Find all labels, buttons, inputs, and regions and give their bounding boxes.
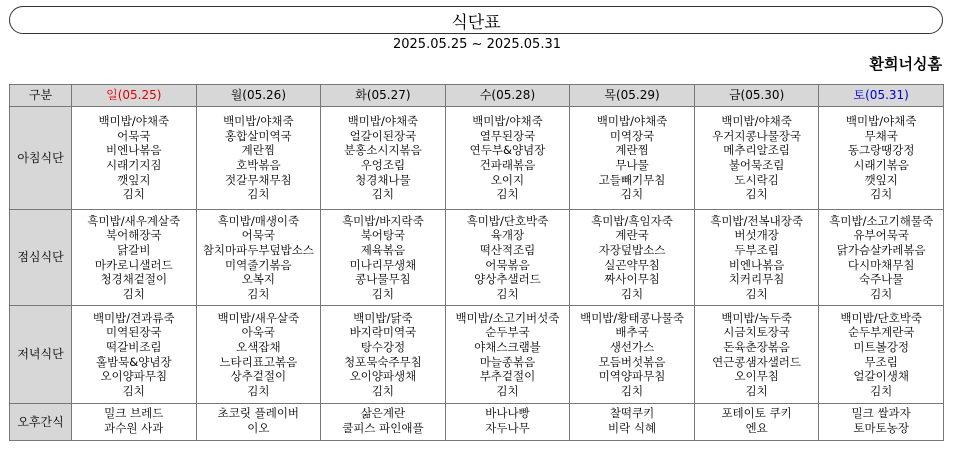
menu-item: 김치 [870, 187, 893, 202]
menu-cell [570, 404, 695, 441]
menu-item: 김치 [620, 383, 644, 398]
day-header-fri: 금(05.30) [694, 85, 819, 107]
meal-row [10, 107, 944, 210]
menu-item: 오이무침 [734, 369, 779, 384]
menu-item: 생선가스 [609, 339, 655, 354]
menu-item: 오복지 [241, 272, 275, 287]
meal-row [10, 404, 944, 441]
menu-item: 육개장 [490, 228, 525, 243]
menu-item: 마늘종볶음 [479, 354, 536, 369]
menu-item: 김치 [122, 383, 145, 398]
menu-item: 홍합살미역국 [225, 128, 292, 143]
menu-item: 미트볼강정 [853, 339, 909, 354]
menu-item: 미나리무생채 [349, 257, 417, 272]
menu-item: 백미밥/단호박죽 [840, 310, 922, 325]
menu-item: 삶은계란 [360, 406, 406, 420]
menu-item: 오색잡채 [236, 339, 281, 354]
menu-item: 백미밥/녹두죽 [721, 310, 792, 325]
menu-item: 북어탕국 [360, 228, 406, 243]
menu-item: 흑미밥/흑임자죽 [591, 213, 673, 228]
menu-item: 백미밥/야채죽 [472, 114, 543, 129]
menu-item: 분홍소시지볶음 [344, 143, 422, 158]
menu-item: 미역양파무침 [598, 369, 666, 384]
menu-item: 부추겉절이 [479, 369, 536, 384]
menu-item: 비엔나볶음 [728, 257, 785, 272]
meal-row [10, 210, 944, 306]
menu-item: 연근콩샘자샐러드 [712, 354, 802, 369]
day-header-mon: 월(05.26) [196, 85, 321, 107]
menu-item: 김치 [870, 383, 893, 398]
menu-cell [196, 210, 321, 306]
menu-cell [321, 306, 446, 404]
menu-item: 마카로니샐러드 [94, 257, 173, 272]
menu-item: 두부조림 [734, 242, 779, 257]
company-name: 환희너싱홈 [869, 55, 942, 73]
menu-item: 김치 [496, 187, 519, 202]
menu-cell [694, 404, 819, 441]
menu-item: 시금치토장국 [723, 325, 790, 340]
menu-item: 흑미밥/전복내장죽 [710, 213, 803, 228]
menu-item: 백미밥/야채죽 [721, 114, 792, 129]
menu-item: 김치 [371, 286, 395, 301]
meal-label: 저녁식단 [10, 306, 72, 404]
day-header-sun: 일(05.25) [72, 85, 197, 107]
menu-item: 치커리무침 [728, 272, 785, 287]
menu-item: 호박볶음 [236, 158, 281, 172]
menu-item: 무채국 [864, 128, 898, 143]
menu-item: 양상추샐러드 [474, 272, 541, 287]
menu-cell [445, 306, 570, 404]
menu-item: 콩나물무침 [355, 272, 411, 287]
menu-item: 북어해장국 [106, 228, 162, 243]
menu-cell [72, 306, 197, 404]
menu-item: 오이양파생채 [349, 369, 417, 384]
menu-item: 우엉조림 [360, 158, 406, 172]
menu-item: 김치 [870, 286, 893, 301]
menu-cell [445, 210, 570, 306]
menu-item: 김치 [745, 383, 768, 398]
menu-item: 우거지콩나물장국 [712, 128, 802, 143]
menu-item: 김치 [620, 286, 644, 301]
menu-item: 흑미밥/단호박죽 [466, 213, 549, 228]
menu-item: 떡산적조림 [479, 242, 536, 257]
menu-cell [694, 306, 819, 404]
menu-item: 자두나무 [485, 420, 530, 435]
menu-item: 미역된장국 [106, 325, 162, 340]
menu-item: 유부어묵국 [853, 228, 909, 243]
menu-item: 토마토농장 [853, 420, 909, 435]
day-header-wed: 수(05.28) [445, 85, 570, 107]
menu-table [9, 84, 944, 441]
menu-cell [694, 210, 819, 306]
page-title: 식단표 [451, 12, 501, 33]
menu-item: 백미밥/견과류죽 [92, 310, 175, 325]
menu-cell [321, 404, 446, 441]
menu-item: 백미밥/야채죽 [223, 114, 294, 129]
menu-item: 동그랑땡강정 [847, 143, 915, 158]
menu-cell [819, 306, 944, 404]
menu-item: 백미밥/닭죽 [353, 310, 413, 325]
menu-item: 김치 [122, 187, 145, 202]
menu-item: 자장덮밥소스 [598, 242, 666, 257]
menu-item: 어묵볶음 [485, 257, 530, 272]
menu-item: 야채스크램블 [474, 339, 541, 354]
menu-cell [819, 210, 944, 306]
menu-item: 과수원 사과 [104, 420, 164, 435]
menu-item: 모듬버섯볶음 [598, 354, 666, 369]
menu-item: 돈육춘장볶음 [723, 339, 790, 354]
date-range: 2025.05.25 ~ 2025.05.31 [392, 37, 562, 52]
menu-item: 김치 [620, 187, 644, 202]
menu-item: 짜사이무침 [604, 272, 660, 287]
menu-item: 밀크 쌀과자 [851, 406, 911, 420]
menu-item: 바나나빵 [485, 406, 530, 420]
day-header-thu: 목(05.29) [570, 85, 695, 107]
menu-item: 미역줄기볶음 [225, 257, 292, 272]
menu-item: 배추국 [615, 325, 649, 340]
meal-label: 오후간식 [10, 404, 72, 441]
menu-item: 깻잎지 [117, 172, 151, 187]
menu-item: 비락 식혜 [607, 420, 657, 435]
menu-item: 젓갈무채무침 [225, 172, 292, 187]
menu-item: 엔요 [745, 420, 768, 435]
menu-item: 흑미밥/소고기해물죽 [829, 213, 934, 228]
menu-item: 어묵국 [241, 228, 275, 243]
menu-item: 버섯개장 [734, 228, 779, 243]
menu-item: 백미밥/황태콩나물죽 [580, 310, 684, 325]
menu-item: 김치 [371, 187, 395, 202]
menu-item: 초코릿 플레이버 [217, 406, 300, 420]
menu-item: 백미밥/야채죽 [347, 114, 419, 129]
menu-item: 흑미밥/바지락죽 [342, 213, 424, 228]
menu-item: 느타리표고볶음 [219, 354, 298, 369]
meal-row [10, 306, 944, 404]
menu-cell [72, 107, 197, 210]
menu-item: 계란국 [615, 228, 649, 243]
menu-item: 김치 [371, 383, 395, 398]
menu-item: 흑미밥/매생이죽 [217, 213, 300, 228]
menu-item: 상추겉절이 [230, 369, 287, 384]
menu-item: 훌밤묵&양념장 [95, 354, 172, 369]
day-header-tue: 화(05.27) [321, 85, 446, 107]
menu-item: 실곤약무침 [604, 257, 660, 272]
menu-item: 탕수강정 [360, 339, 406, 354]
menu-item: 다시마채무침 [847, 257, 915, 272]
menu-cell [196, 107, 321, 210]
menu-item: 깻잎지 [864, 172, 898, 187]
menu-item: 계란찜 [241, 143, 275, 158]
menu-cell [445, 404, 570, 441]
menu-cell [819, 107, 944, 210]
menu-item: 무조림 [864, 354, 898, 369]
menu-item: 메추리알조림 [723, 143, 790, 158]
menu-item: 청경채겉절이 [100, 272, 168, 287]
menu-item: 고들빼기무침 [598, 172, 666, 187]
menu-item: 어묵국 [117, 128, 151, 143]
menu-item: 오이양파무침 [100, 369, 168, 384]
menu-item: 참치마파두부덮밥소스 [202, 242, 314, 257]
menu-item: 쿨피스 파인애플 [342, 420, 424, 435]
menu-item: 건파래볶음 [479, 158, 536, 172]
menu-item: 청포묵숙주무침 [344, 354, 422, 369]
menu-item: 떡갈비조림 [106, 339, 162, 354]
menu-item: 연두부&양념장 [469, 143, 546, 158]
menu-item: 포테이토 쿠키 [721, 406, 792, 420]
menu-item: 얼갈이된장국 [349, 128, 417, 143]
menu-item: 닭갈비 [117, 242, 151, 257]
menu-item: 백미밥/새우살죽 [217, 310, 300, 325]
menu-cell [196, 306, 321, 404]
menu-item: 백미밥/야채죽 [596, 114, 668, 129]
menu-item: 비엔나볶음 [106, 143, 162, 158]
menu-item: 김치 [247, 383, 270, 398]
menu-cell [570, 306, 695, 404]
menu-cell [321, 210, 446, 306]
menu-item: 닭가슴살카레볶음 [836, 242, 926, 257]
menu-cell [570, 210, 695, 306]
menu-item: 백미밥/야채죽 [845, 114, 917, 129]
day-header-sat: 토(05.31) [819, 85, 944, 107]
menu-cell [321, 107, 446, 210]
menu-item: 열무된장국 [479, 128, 536, 143]
menu-item: 백미밥/야채죽 [98, 114, 170, 129]
menu-item: 김치 [247, 187, 270, 202]
menu-item: 오이지 [490, 172, 525, 187]
menu-item: 시래기지짐 [106, 158, 162, 172]
menu-cell [196, 404, 321, 441]
menu-item: 김치 [122, 286, 145, 301]
menu-cell [570, 107, 695, 210]
menu-cell [694, 107, 819, 210]
menu-item: 바지락미역국 [349, 325, 417, 340]
meal-label: 점심식단 [10, 210, 72, 306]
menu-item: 계란찜 [615, 143, 649, 158]
menu-item: 아욱국 [241, 325, 275, 340]
menu-item: 순두부국 [485, 325, 530, 340]
menu-cell [72, 404, 197, 441]
corner-header: 구분 [10, 85, 72, 107]
menu-item: 청경채나물 [355, 172, 411, 187]
menu-item: 불어묵조림 [728, 158, 785, 172]
menu-item: 김치 [496, 383, 519, 398]
menu-item: 흑미밥/새우계살죽 [87, 213, 181, 228]
menu-item: 숙주나물 [858, 272, 904, 287]
menu-item: 무나물 [615, 158, 649, 172]
menu-item: 찰떡쿠키 [609, 406, 655, 420]
menu-item: 미역장국 [609, 128, 655, 143]
menu-item: 김치 [496, 286, 519, 301]
menu-item: 얼갈이생채 [853, 369, 909, 384]
menu-item: 순두부계란국 [847, 325, 915, 340]
menu-item: 도시락김 [734, 172, 779, 187]
title-box [9, 6, 943, 34]
menu-item: 시래기볶음 [853, 158, 909, 172]
menu-cell [445, 107, 570, 210]
menu-cell [819, 404, 944, 441]
menu-item: 백미밥/소고기버섯죽 [455, 310, 560, 325]
menu-item: 제육볶음 [360, 242, 406, 257]
menu-item: 김치 [745, 286, 768, 301]
menu-item: 이오 [247, 420, 270, 435]
menu-item: 김치 [247, 286, 270, 301]
menu-item: 김치 [745, 187, 768, 202]
meal-label: 아침식단 [10, 107, 72, 210]
menu-cell [72, 210, 197, 306]
menu-item: 밀크 브레드 [104, 406, 164, 420]
header-row [10, 85, 944, 107]
